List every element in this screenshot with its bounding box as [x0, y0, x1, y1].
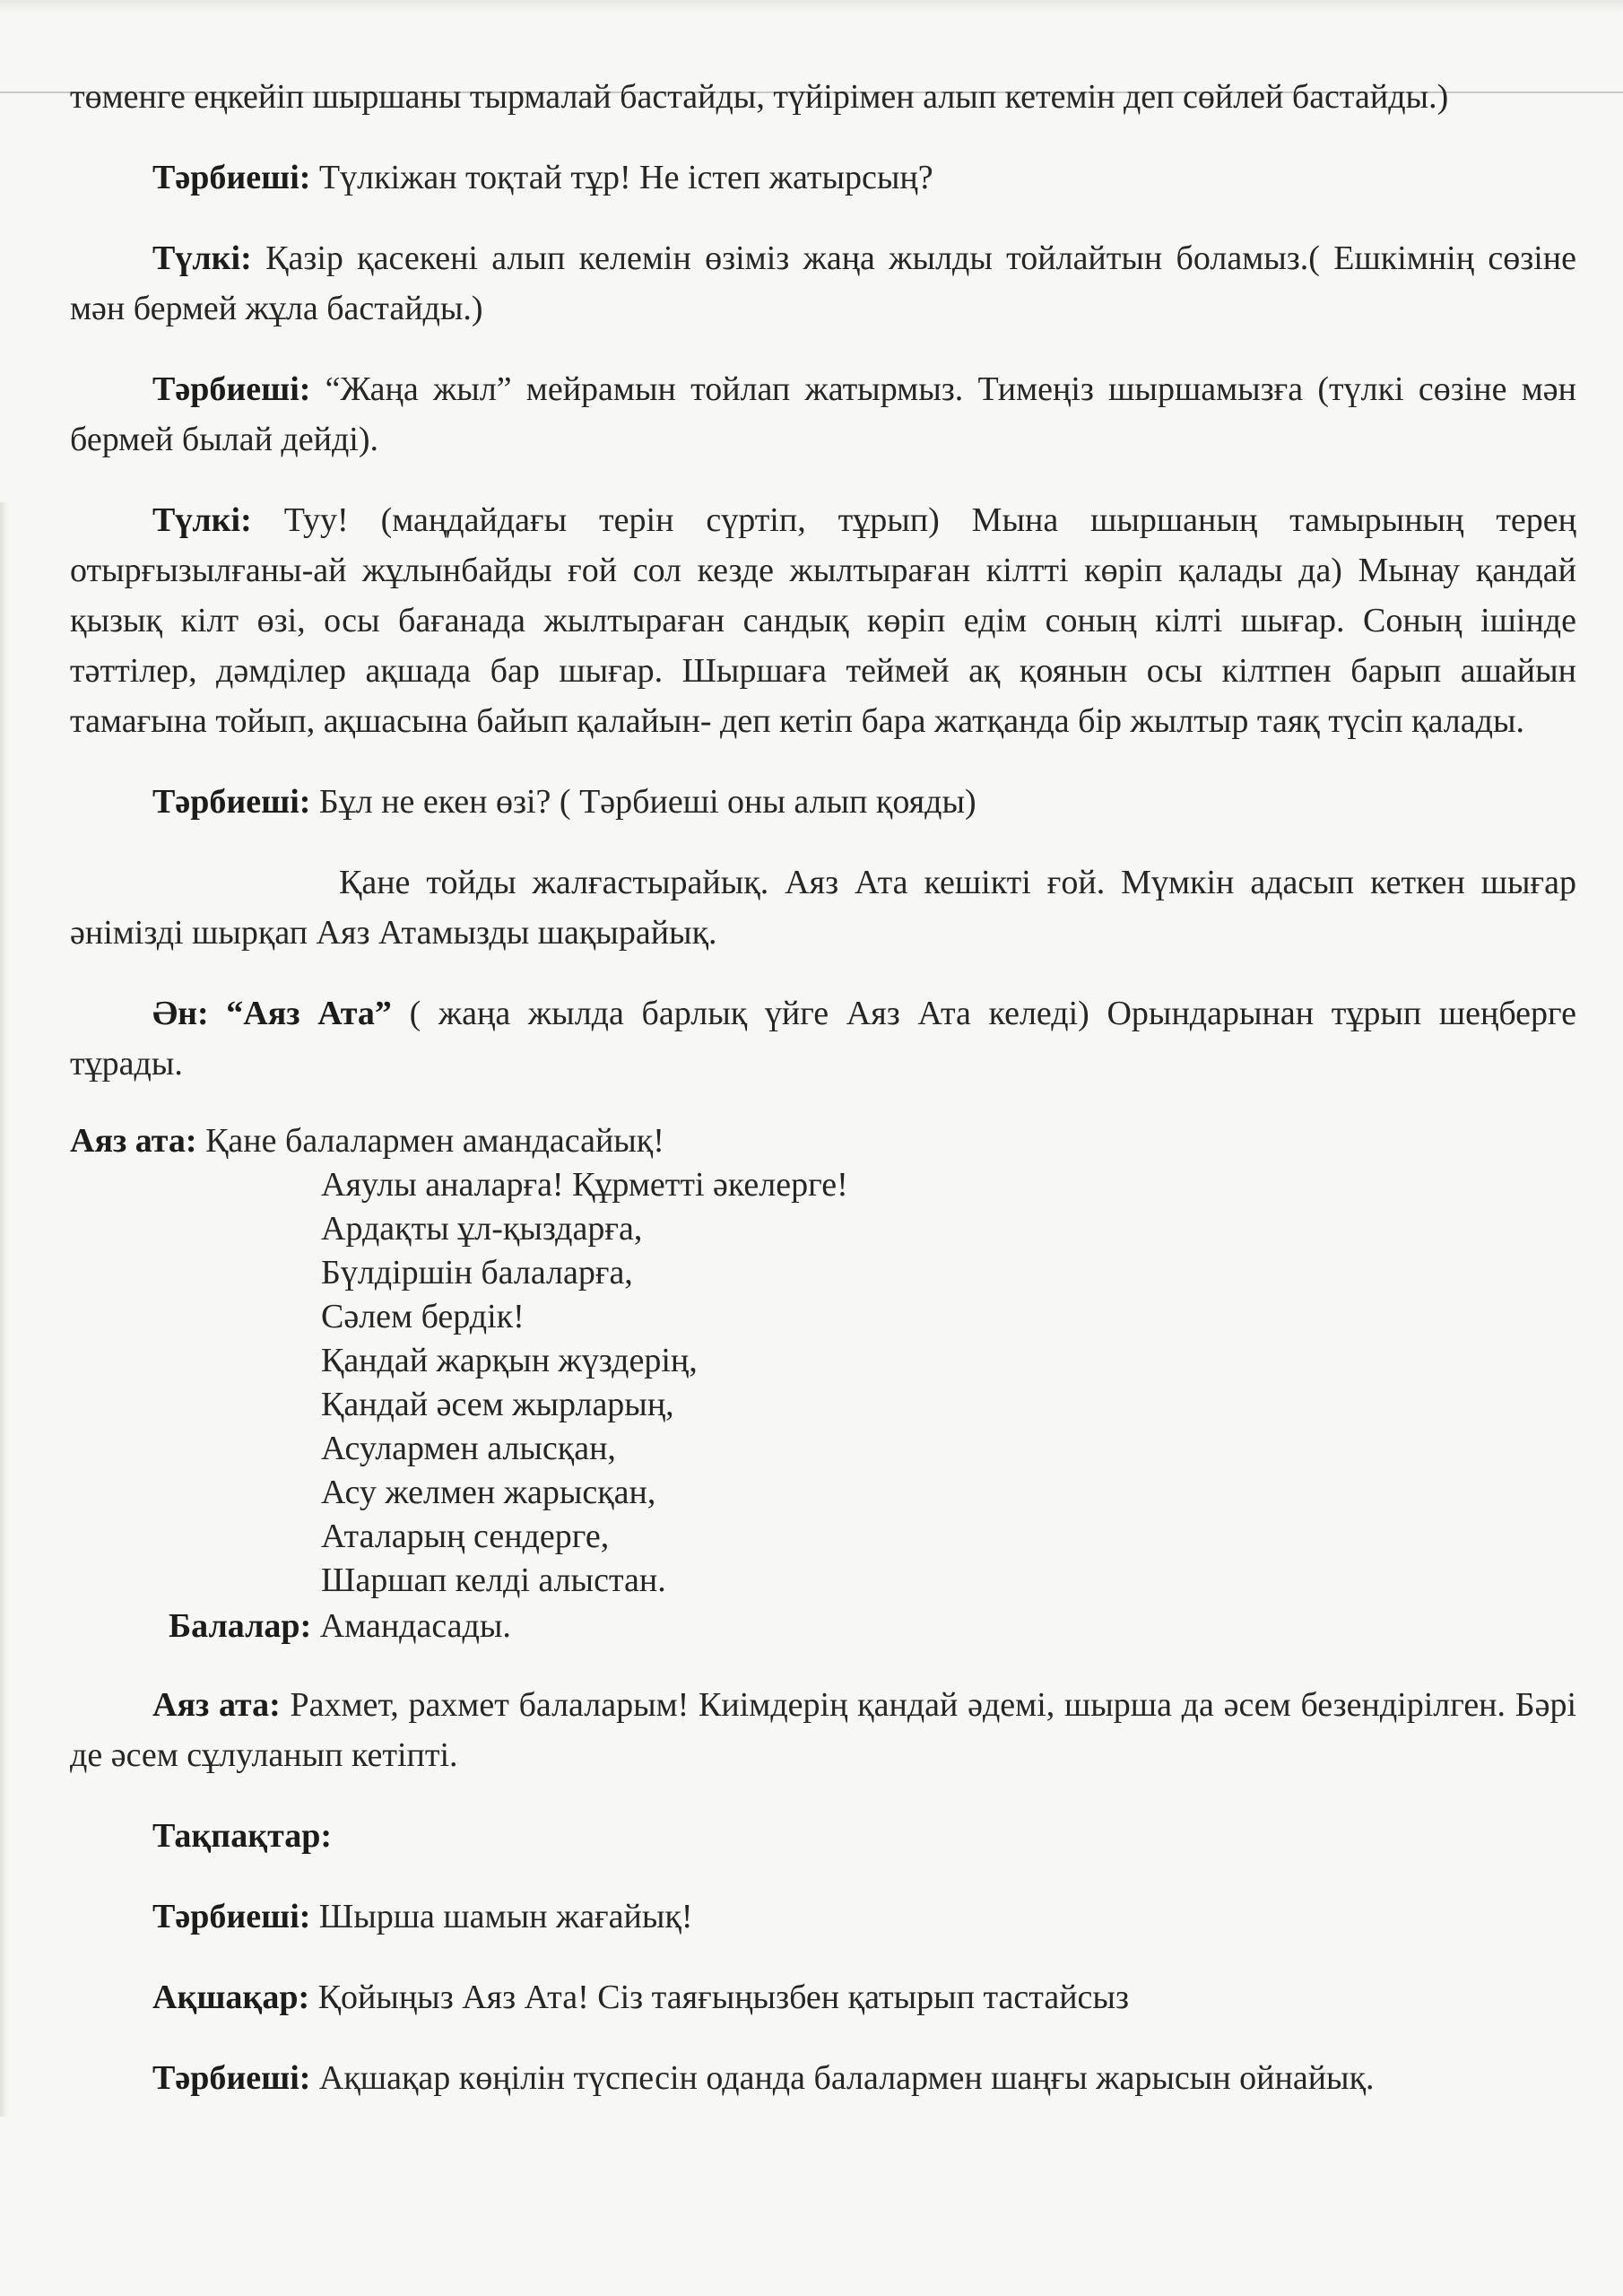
- paragraph-text: Рахмет, рахмет балаларым! Киімдерің қандай әдемі, шырша да әсем безендірілген. Бәрі де әсем сұлуланып кетіпті.: [70, 1686, 1576, 1774]
- paragraph-text: төменге еңкейіп шыршаны тырмалай бастайды, түйірімен алып кетемін деп сөйлей бастайды.): [70, 78, 1449, 116]
- paragraph-continue-party: [70, 857, 1576, 958]
- poem-line: Асулармен алысқан,: [321, 1430, 616, 1467]
- scan-left-edge: [0, 502, 9, 2117]
- paragraph-poems-heading: [70, 1811, 1576, 1861]
- poem-line: Аталарың сендерге,: [321, 1518, 610, 1555]
- paragraph-snowmaiden: [70, 1972, 1576, 2022]
- paragraph-teacher-4: [70, 1892, 1576, 1942]
- poem-line: Шаршап келді алыстан.: [321, 1561, 666, 1599]
- poem-block: [70, 1119, 1576, 1603]
- scan-top-edge: [0, 0, 1623, 13]
- poem-line: Қандай әсем жырларың,: [321, 1386, 674, 1423]
- paragraph-text: Ақшақар көңілін түспесін оданда балалармен шаңғы жарысын ойнайық.: [318, 2059, 1375, 2097]
- speaker-label: Тәрбиеші:: [152, 370, 311, 408]
- speaker-label: Ақшақар:: [152, 1979, 310, 2016]
- speaker-label: Аяз ата:: [70, 1122, 197, 1160]
- paragraph-text: Бұл не екен өзі? ( Тәрбиеші оны алып қояды): [318, 783, 976, 821]
- poem-line: Қане балалармен амандасайық!: [205, 1122, 664, 1160]
- paragraph-children: [169, 1603, 1576, 1649]
- speaker-label: Тәрбиеші:: [152, 783, 311, 821]
- song-title: Ән: “Аяз Ата”: [152, 995, 392, 1032]
- paragraph-text: Қазір қасекені алып келемін өзіміз жаңа жылды тойлайтын боламыз.( Ешкімнің сөзіне мән бермей жұла бастайды.): [70, 239, 1576, 327]
- paragraph-teacher-1: [70, 152, 1576, 203]
- speaker-label: Тәрбиеші:: [152, 159, 311, 196]
- poem-line: Аяулы аналарға! Құрметті әкелерге!: [321, 1166, 848, 1204]
- paragraph-text: ( жаңа жылда барлық үйге Аяз Ата келеді) Орындарынан тұрып шеңберге тұрады.: [70, 995, 1576, 1083]
- document-body: [70, 72, 1576, 2134]
- paragraph-continuation: [70, 72, 1576, 122]
- paragraph-text: “Жаңа жыл” мейрамын тойлап жатырмыз. Тимеңіз шыршамызға (түлкі сөзіне мән бермей былай дейді).: [70, 370, 1576, 458]
- poem-first-line: [70, 1119, 1576, 1163]
- paragraph-text: Туу! (маңдайдағы терін сүртіп, тұрып) Мына шыршаның тамырының терең отырғызылғаны-ай жұлынбайды ғой сол кезде жылтыраған кілтті көріп қалады да) Мынау қандай қызық кілт өзі, осы бағанада жылтыраған сандық көріп едім соның кілті шығар. Соның ішінде тәттілер, дәмділер ақшада бар шығар. Шыршаға теймей ақ қоянын осы кілтпен барып ашайын тамағына тойып, ақшасына байып қалайын- деп кетіп бара жатқанда бір жылтыр таяқ түсіп қалады.: [70, 501, 1577, 740]
- paragraph-text: Қойыңыз Аяз Ата! Сіз таяғыңызбен қатырып тастайсыз: [317, 1979, 1129, 2016]
- paragraph-text: Қане тойды жалғастырайық. Аяз Ата кешікті ғой. Мүмкін адасып кеткен шығар әнімізді шырқап Аяз Атамызды шақырайық.: [70, 864, 1576, 952]
- paragraph-song: [70, 988, 1576, 1089]
- paragraph-teacher-5: [70, 2053, 1576, 2103]
- paragraph-text: Шырша шамын жағайық!: [318, 1898, 693, 1935]
- poem-line: Бүлдіршін балаларға,: [321, 1254, 633, 1292]
- poem-line: Ардақты ұл-қыздарға,: [321, 1210, 643, 1248]
- paragraph-grandfather: [70, 1680, 1576, 1780]
- poem-line: Қандай жарқын жүздерің,: [321, 1342, 698, 1379]
- speaker-label: Тәрбиеші:: [152, 2059, 311, 2097]
- speaker-label: Балалар:: [169, 1607, 312, 1645]
- paragraph-text: Түлкіжан тоқтай тұр! Не істеп жатырсың?: [318, 159, 933, 196]
- paragraph-teacher-3: [70, 777, 1576, 827]
- poem-line: Сәлем бердік!: [321, 1298, 525, 1335]
- speaker-label: Түлкі:: [152, 239, 252, 277]
- speaker-label: Түлкі:: [152, 501, 252, 539]
- paragraph-text: Амандасады.: [319, 1607, 511, 1645]
- paragraph-teacher-2: [70, 364, 1576, 465]
- section-heading: Тақпақтар:: [152, 1817, 333, 1855]
- paragraph-fox-2: [70, 495, 1576, 746]
- poem-line: Асу желмен жарысқан,: [321, 1474, 656, 1511]
- speaker-label: Тәрбиеші:: [152, 1898, 311, 1935]
- paragraph-fox-1: [70, 233, 1576, 334]
- speaker-label: Аяз ата:: [152, 1686, 281, 1724]
